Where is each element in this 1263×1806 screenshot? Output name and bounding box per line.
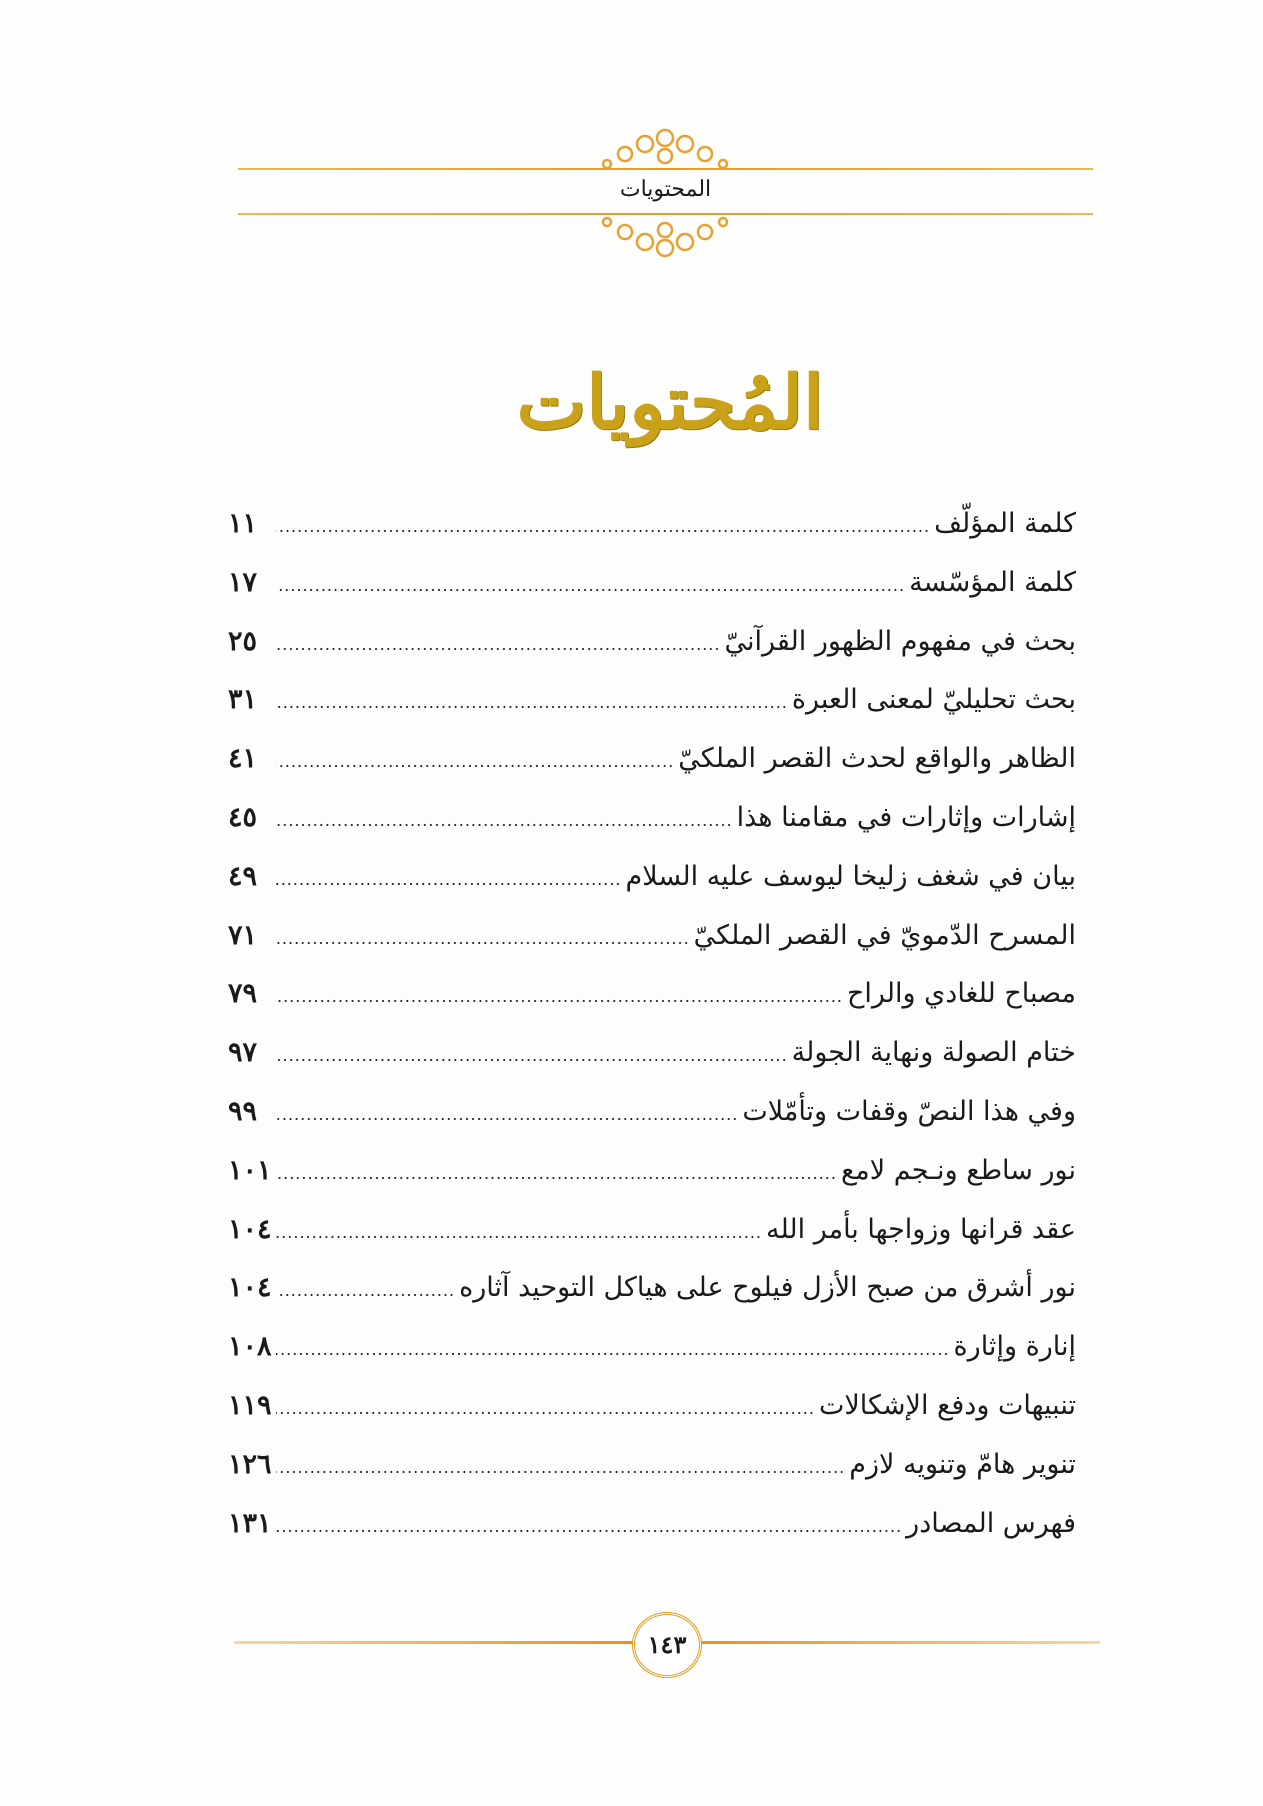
dot-leader xyxy=(276,1164,837,1183)
toc-entry-title: المسرح الدّمويّ في القصر الملكيّ xyxy=(693,919,1076,951)
toc-entry xyxy=(228,1037,1076,1096)
toc-entry xyxy=(228,1272,1076,1331)
toc-entry xyxy=(228,920,1076,979)
toc-entry xyxy=(228,1214,1076,1273)
toc-entry xyxy=(228,684,1076,743)
toc-entry xyxy=(228,743,1076,802)
toc-entry xyxy=(228,1508,1076,1567)
table-of-contents xyxy=(228,508,1076,1566)
toc-entry-page: ١٠٤ xyxy=(228,1272,272,1304)
running-header: المحتويات xyxy=(619,177,712,202)
toc-entry-title: ختام الصولة ونهاية الجولة xyxy=(791,1037,1076,1069)
floral-ornament-bottom xyxy=(595,216,735,262)
dot-leader xyxy=(276,987,843,1006)
dot-leader xyxy=(276,635,720,654)
footer-rule-left xyxy=(234,1641,634,1644)
toc-entry-page: ٩٧ xyxy=(228,1037,258,1069)
toc-entry xyxy=(228,1390,1076,1449)
toc-entry-page: ١١٩ xyxy=(228,1389,272,1421)
dot-leader xyxy=(276,693,788,712)
dot-leader xyxy=(276,1223,762,1242)
toc-entry-page: ١١ xyxy=(228,508,258,539)
toc-entry-title: وفي هذا النصّ وقفات وتأمّلات xyxy=(742,1095,1076,1127)
dot-leader xyxy=(276,870,622,889)
dot-leader xyxy=(276,1399,815,1418)
toc-entry-title: مصباح للغادي والراح xyxy=(846,978,1076,1010)
toc-entry-page: ٤٩ xyxy=(228,860,258,892)
dot-leader xyxy=(276,1458,845,1477)
toc-entry-page: ١٠١ xyxy=(228,1154,272,1186)
dot-leader xyxy=(276,1105,738,1124)
toc-entry-page: ١٢٦ xyxy=(228,1448,272,1480)
toc-entry-page: ٤٥ xyxy=(228,801,258,833)
toc-entry xyxy=(228,1331,1076,1390)
dot-leader xyxy=(276,811,733,830)
toc-entry xyxy=(228,1155,1076,1214)
dot-leader xyxy=(276,1281,455,1300)
toc-entry xyxy=(228,1449,1076,1508)
header-rule-bottom xyxy=(238,213,1093,215)
dot-leader xyxy=(276,517,930,536)
dot-leader xyxy=(276,576,905,595)
toc-entry-title: بحث في مفهوم الظهور القرآنيّ xyxy=(724,625,1076,657)
toc-entry-page: ١٣١ xyxy=(228,1507,272,1539)
dot-leader xyxy=(276,1340,950,1359)
dot-leader xyxy=(276,1046,788,1065)
page-title: المُحتويات xyxy=(516,360,824,446)
toc-entry xyxy=(228,626,1076,685)
toc-entry xyxy=(228,508,1076,567)
dot-leader xyxy=(276,752,674,771)
toc-entry xyxy=(228,861,1076,920)
page-number: ١٤٣ xyxy=(632,1612,702,1678)
toc-entry-page: ٧٩ xyxy=(228,978,258,1010)
toc-entry-title: نور أشرق من صبح الأزل فيلوح على هياكل التوحيد آثاره xyxy=(459,1272,1076,1304)
toc-entry-page: ١٠٤ xyxy=(228,1213,272,1245)
toc-entry-title: إنارة وإثارة xyxy=(953,1331,1076,1363)
toc-entry-title: عقد قرانها وزواجها بأمر الله xyxy=(766,1213,1076,1245)
toc-entry-page: ٧١ xyxy=(228,919,258,951)
toc-entry-title: بحث تحليليّ لمعنى العبرة xyxy=(791,684,1076,716)
toc-entry xyxy=(228,978,1076,1037)
toc-entry xyxy=(228,802,1076,861)
toc-entry-title: إشارات وإثارات في مقامنا هذا xyxy=(736,801,1076,833)
toc-entry xyxy=(228,1096,1076,1155)
toc-entry-page: ٣١ xyxy=(228,684,258,716)
toc-entry-title: فهرس المصادر xyxy=(906,1507,1076,1539)
toc-entry-title: تنوير هامّ وتنويه لازم xyxy=(849,1448,1076,1480)
toc-entry-page: ٩٩ xyxy=(228,1095,258,1127)
dot-leader xyxy=(276,929,690,948)
toc-entry xyxy=(228,567,1076,626)
toc-entry-page: ٢٥ xyxy=(228,625,258,657)
footer-rule-right xyxy=(696,1641,1100,1644)
toc-entry-title: كلمة المؤسّسة xyxy=(909,566,1076,598)
toc-entry-title: نور ساطع ونـجم لامع xyxy=(840,1154,1076,1186)
header-rule-top xyxy=(238,168,1093,170)
toc-entry-page: ١٧ xyxy=(228,566,258,598)
floral-ornament-top xyxy=(595,124,735,170)
toc-entry-page: ١٠٨ xyxy=(228,1331,272,1363)
dot-leader xyxy=(276,1517,902,1536)
toc-entry-title: الظاهر والواقع لحدث القصر الملكيّ xyxy=(678,743,1076,775)
toc-entry-title: كلمة المؤلّف xyxy=(934,508,1076,539)
toc-entry-page: ٤١ xyxy=(228,743,258,775)
toc-entry-title: تنبيهات ودفع الإشكالات xyxy=(818,1389,1076,1421)
toc-entry-title: بيان في شغف زليخا ليوسف عليه السلام xyxy=(625,860,1076,892)
